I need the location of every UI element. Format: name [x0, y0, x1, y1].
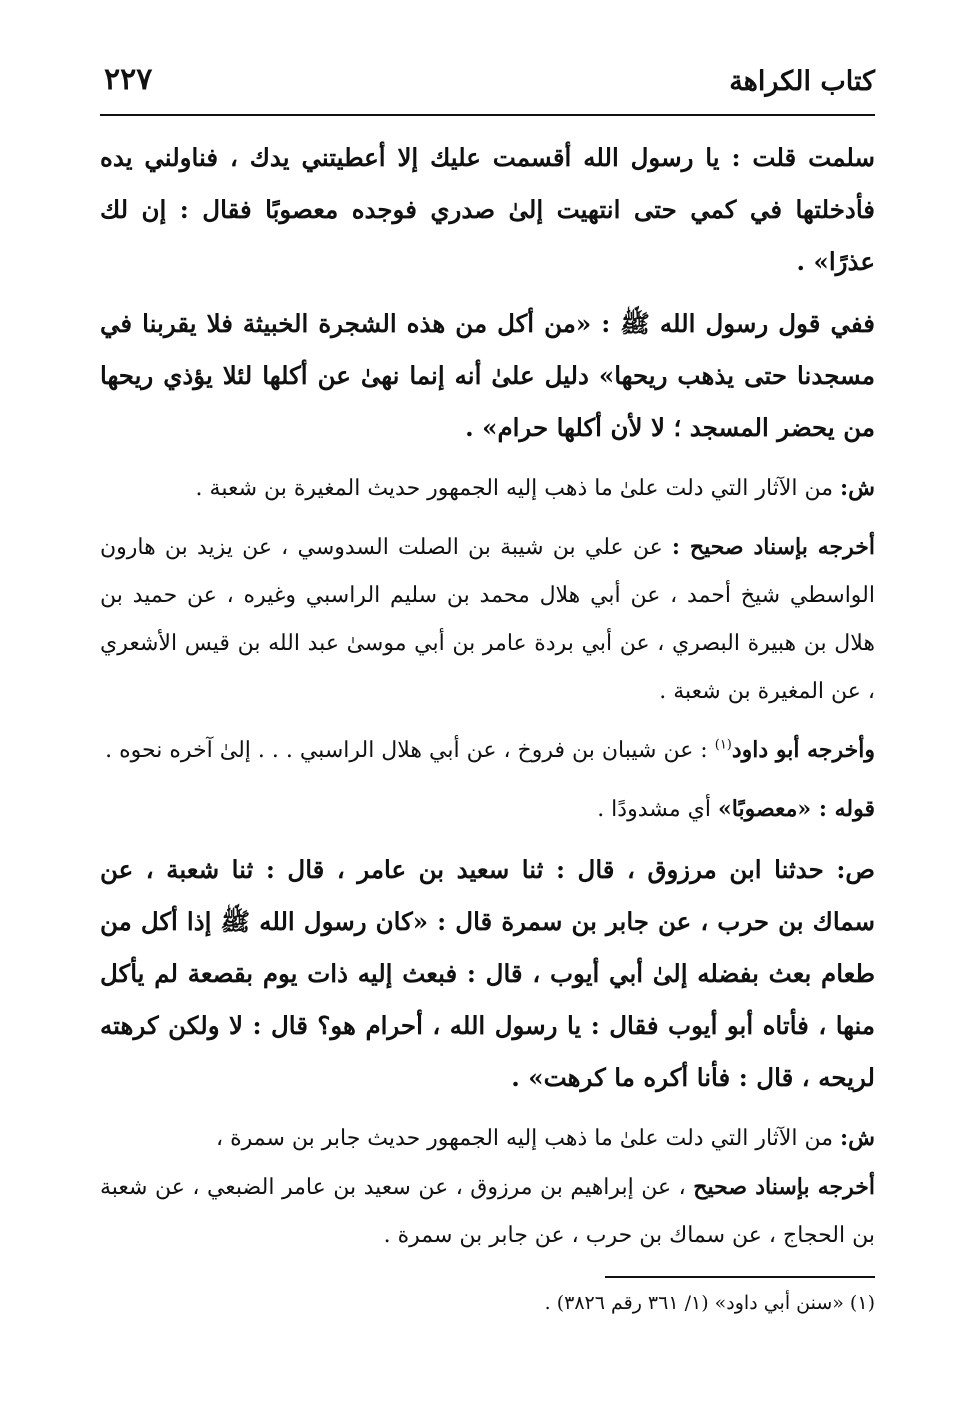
- chapter-title: كتاب الكراهة: [729, 66, 875, 97]
- hadith-continuation: سلمت قلت : يا رسول الله أقسمت عليك إلا أعطيتني يدك ، فناولني يده فأدخلتها في كمي حتى انتهيت إلىٰ صدري فوجده معصوبًا فقال : إن لك عذرًا» .: [100, 143, 875, 276]
- takhrij-lead: أخرجه بإسناد صحيح :: [671, 534, 875, 560]
- sharh-paragraph: [100, 464, 875, 513]
- gloss-lead: قوله : «معصوبًا»: [718, 796, 875, 822]
- sharh-text: من الآثار التي دلت علىٰ ما ذهب إليه الجمهور حديث المغيرة بن شعبة .: [195, 476, 834, 501]
- abu-dawud-text: : عن شيبان بن فروخ ، عن أبي هلال الراسبي . . . إلىٰ آخره نحوه .: [105, 738, 708, 763]
- sharh-text-2: من الآثار التي دلت علىٰ ما ذهب إليه الجمهور حديث جابر بن سمرة ،: [215, 1126, 834, 1151]
- abu-dawud-lead: وأخرجه أبو داود: [731, 737, 875, 763]
- abu-dawud-paragraph: [100, 726, 875, 775]
- sharh-marker-2: ش:: [840, 1125, 875, 1151]
- takhrij-text: عن علي بن شيبة بن الصلت السدوسي ، عن يزيد بن هارون الواسطي شيخ أحمد ، عن أبي هلال محمد بن سليم الراسبي وغيره ، عن حميد بن هلال بن هبيرة البصري ، عن أبي بردة عامر بن أبي موسىٰ عبد الله بن قيس الأشعري ، عن المغيرة بن شعبة .: [100, 535, 875, 704]
- page-number: ٢٢٧: [104, 62, 153, 97]
- gloss-text: أي مشدودًا .: [597, 797, 711, 822]
- footnote-ref[interactable]: (١): [714, 737, 732, 753]
- page-body: [100, 132, 875, 1270]
- sharh-marker: ش:: [840, 475, 875, 501]
- matn-paragraph: ص: حدثنا ابن مرزوق ، قال : ثنا سعيد بن عامر ، قال : ثنا شعبة ، عن سماك بن حرب ، عن جابر بن سمرة قال : «كان رسول الله ﷺ إذا أكل من طعام بعث بفضله إلىٰ أبي أيوب ، قال : فبعث إليه ذات يوم بقصعة لم يأكل منها ، فأتاه أبو أيوب فقال : يا رسول الله ، أحرام هو؟ قال : لا ولكن كرهته لريحه ، قال : فأنا أكره ما كرهت» .: [100, 855, 876, 1092]
- commentary-paragraph: ففي قول رسول الله ﷺ : «من أكل من هذه الشجرة الخبيثة فلا يقربنا في مسجدنا حتى يذهب ريحها» دليل علىٰ أنه إنما نهىٰ عن أكلها لئلا يؤذي ريحها من يحضر المسجد ؛ لا لأن أكلها حرام» .: [100, 309, 875, 442]
- footnote: (١) «سنن أبي داود» (١/ ٣٦١ رقم ٣٨٢٦) .: [544, 1292, 875, 1314]
- sharh-paragraph-2: [100, 1114, 875, 1260]
- takhrij-text-2: ، عن إبراهيم بن مرزوق ، عن سعيد بن عامر الضبعي ، عن شعبة بن الحجاج ، عن سماك بن حرب ، عن جابر بن سمرة .: [100, 1175, 875, 1248]
- takhrij-paragraph: [100, 523, 875, 716]
- gloss-paragraph: [100, 785, 875, 834]
- page-header: [100, 58, 875, 116]
- footnote-divider: [605, 1276, 875, 1278]
- takhrij-lead-2: أخرجه بإسناد صحيح: [693, 1174, 876, 1200]
